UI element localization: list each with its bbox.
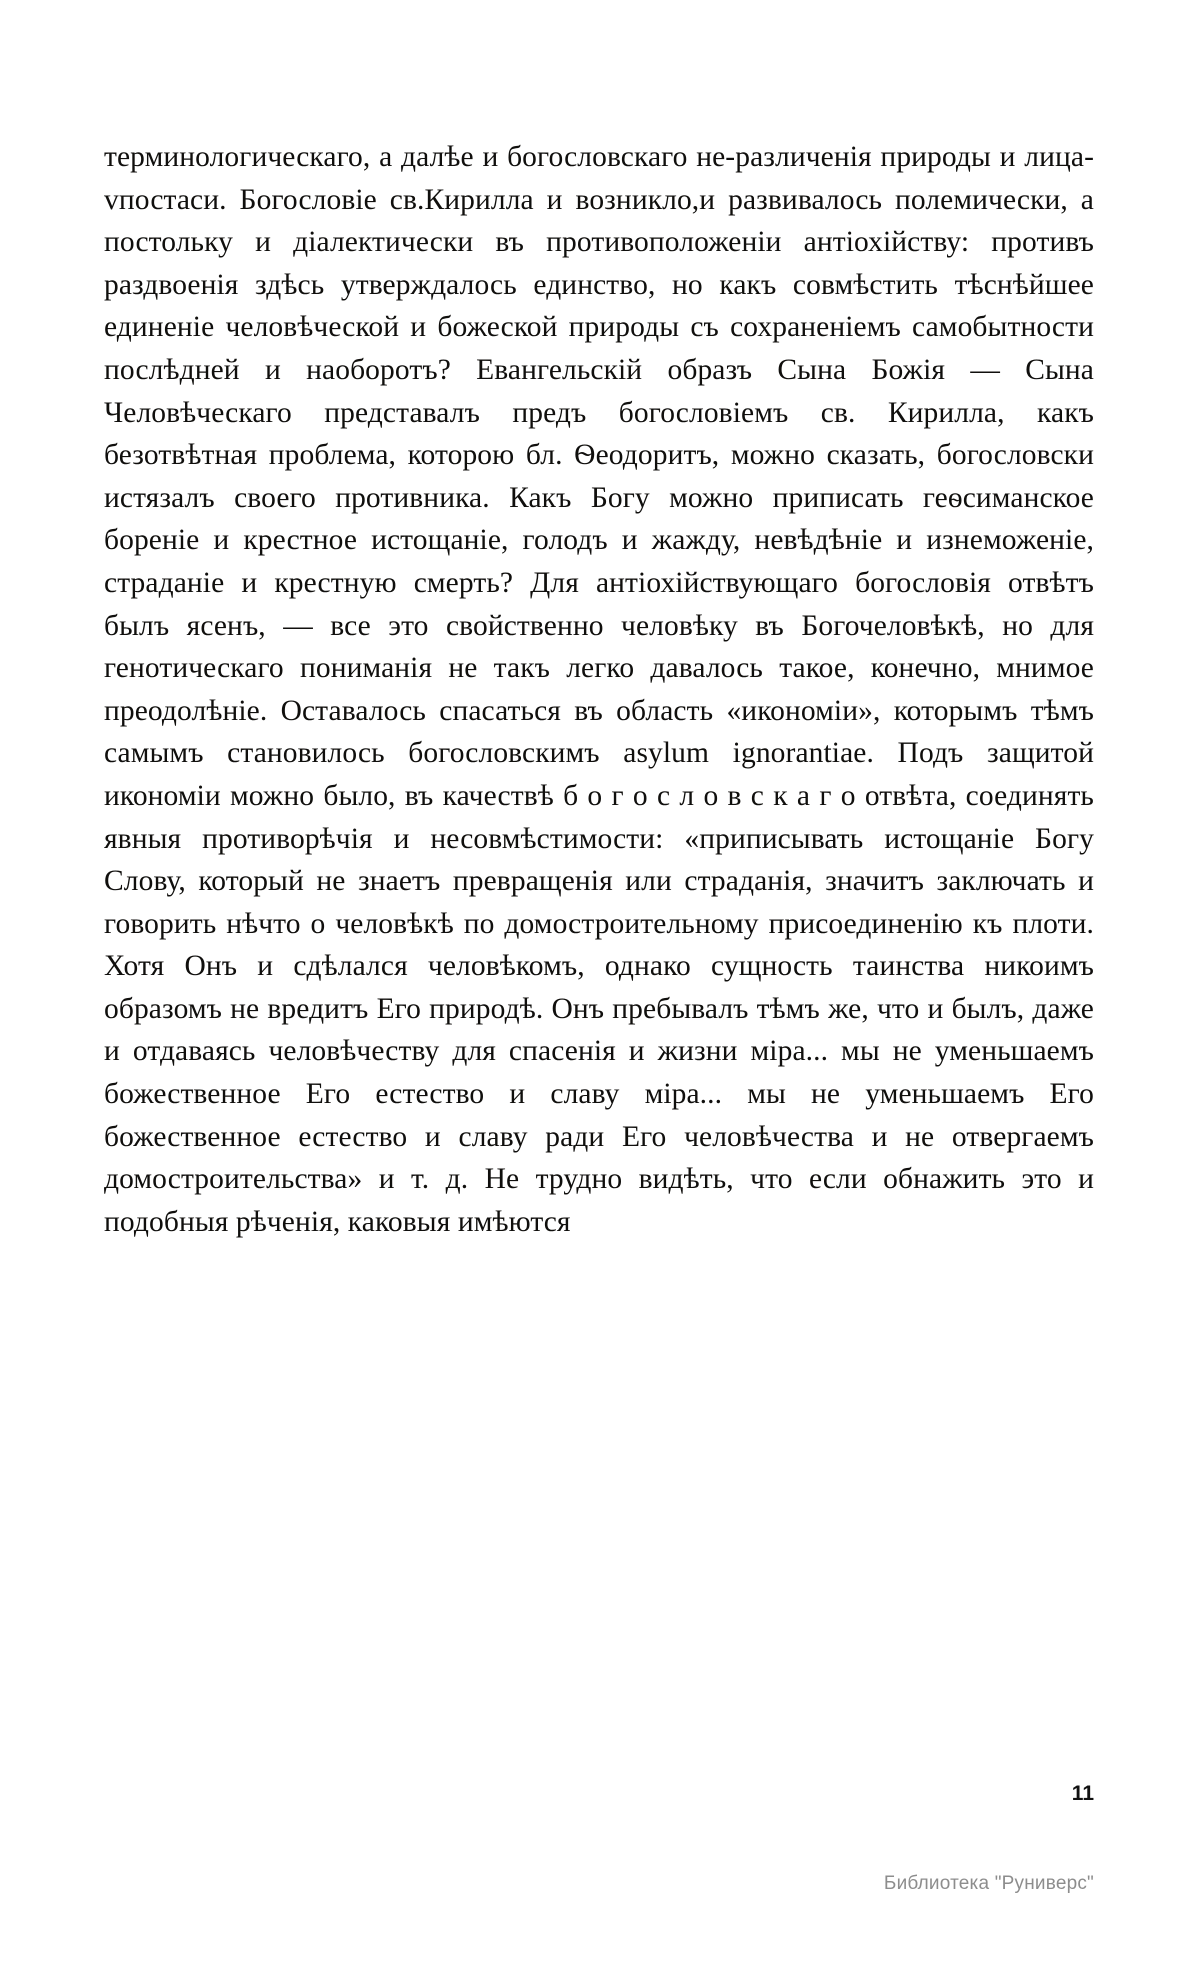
page-number: 11 bbox=[1071, 1782, 1094, 1805]
library-watermark: Библиотека "Руниверс" bbox=[883, 1873, 1094, 1894]
paragraph-text: терминологическаго, а далѣе и богословскаго не-различенія природы и лица-vпостаси. Богословіе св.Кирилла и возникло,и развивалось полемически, а постольку и діалектически въ противоположеніи антіохійству: противъ раздвоенія здѣсь утверждалось единство, но какъ совмѣстить тѣснѣйшее единеніе человѣческой и божеской природы съ сохраненіемъ самобытности послѣдней и наоборотъ? Евангельскій образъ Сына Божія — Сына Человѣческаго представалъ предъ богословіемъ св. Кирилла, какъ безотвѣтная проблема, которою бл. Ѳеодоритъ, можно сказать, богословски истязалъ своего противника. Какъ Богу можно приписать геѳсиманское бореніе и крестное истощаніе, голодъ и жажду, невѣдѣніе и изнеможеніе, страданіе и крестную смерть? Для антіохійствующаго богословія отвѣтъ былъ ясенъ, — все это свойственно человѣку въ Богочеловѣкѣ, но для генотическаго пониманія не такъ легко давалось такое, конечно, мнимое преодолѣніе. Оставалось спасаться въ область «икономіи», которымъ тѣмъ самымъ становилось богословскимъ asylum ignorantiae. Подъ защитой икономіи можно было, въ качествѣ б о г о с л о в с к а г о отвѣта, соединять явныя противорѣчія и несовмѣстимости: «приписывать истощаніе Богу Слову, который не знаетъ превращенія или страданія, значитъ заключать и говорить нѣчто о человѣкѣ по домостроительному присоединенію къ плоти. Хотя Онъ и сдѣлался человѣкомъ, однако сущность таинства никоимъ образомъ не вредитъ Его природѣ. Онъ пребывалъ тѣмъ же, что и былъ, даже и отдаваясь человѣчеству для спасенія и жизни міра... мы не уменьшаемъ божественное Его естество и славу міра... мы не уменьшаемъ Его божественное естество и славу ради Его человѣчества и не отвергаемъ домостроительства» и т. д. Не трудно видѣть, что если обнажить это и подобныя рѣченія, каковыя имѣются bbox=[104, 141, 1094, 1238]
body-paragraph bbox=[104, 136, 1094, 1243]
